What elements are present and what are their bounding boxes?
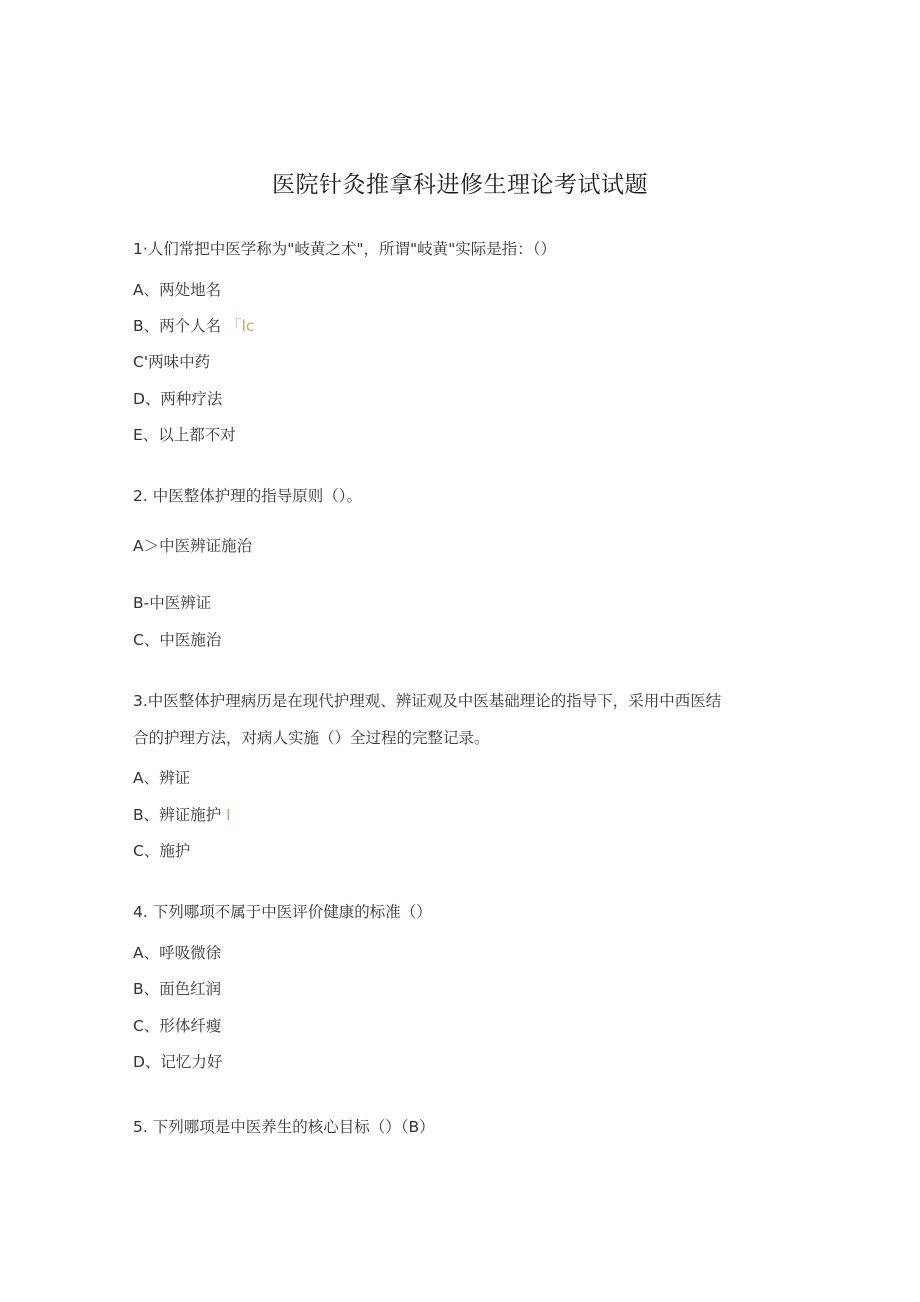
- question-1-option-b: [133, 316, 254, 336]
- page-title: 医院针灸推拿科进修生理论考试试题: [272, 172, 648, 198]
- question-4-option-d: D、记忆力好: [133, 1053, 223, 1071]
- scan-mark: 「lc: [226, 317, 255, 335]
- question-2-option-c: C、中医施治: [133, 631, 222, 649]
- question-1-option-d: D、两种疗法: [133, 390, 223, 408]
- question-4-option-a: A、呼吸微徐: [133, 944, 222, 962]
- question-2-option-b: B-中医辨证: [133, 594, 212, 612]
- scan-mark: I: [226, 806, 231, 824]
- question-4-option-c: C、形体纤瘦: [133, 1017, 222, 1035]
- question-2-stem: 2. 中医整体护理的指导原则（）。: [133, 487, 362, 505]
- question-4-option-b: B、面色红润: [133, 980, 222, 998]
- question-4-stem: 4. 下列哪项不属于中医评价健康的标准（）: [133, 903, 432, 921]
- question-3-stem-line-1: 3.中医整体护理病历是在现代护理观、辨证观及中医基础理论的指导下，采用中西医结: [133, 692, 722, 710]
- question-3-option-a: A、辨证: [133, 769, 191, 787]
- question-3-option-b: [133, 805, 231, 825]
- question-1-option-c: C'两味中药: [133, 353, 211, 371]
- question-5-stem: 5. 下列哪项是中医养生的核心目标（）（B）: [133, 1118, 435, 1136]
- question-1-option-e: E、以上都不对: [133, 426, 236, 444]
- question-3-option-c: C、施护: [133, 842, 191, 860]
- option-text: B、两个人名: [133, 317, 222, 335]
- question-2-option-a: A＞中医辨证施治: [133, 537, 253, 555]
- question-1-stem: 1·人们常把中医学称为"岐黄之术"，所谓"岐黄"实际是指：（）: [133, 240, 557, 258]
- question-1-option-a: A、两处地名: [133, 281, 222, 299]
- question-3-stem-line-2: 合的护理方法，对病人实施（）全过程的完整记录。: [133, 729, 490, 747]
- option-text: B、辨证施护: [133, 806, 222, 824]
